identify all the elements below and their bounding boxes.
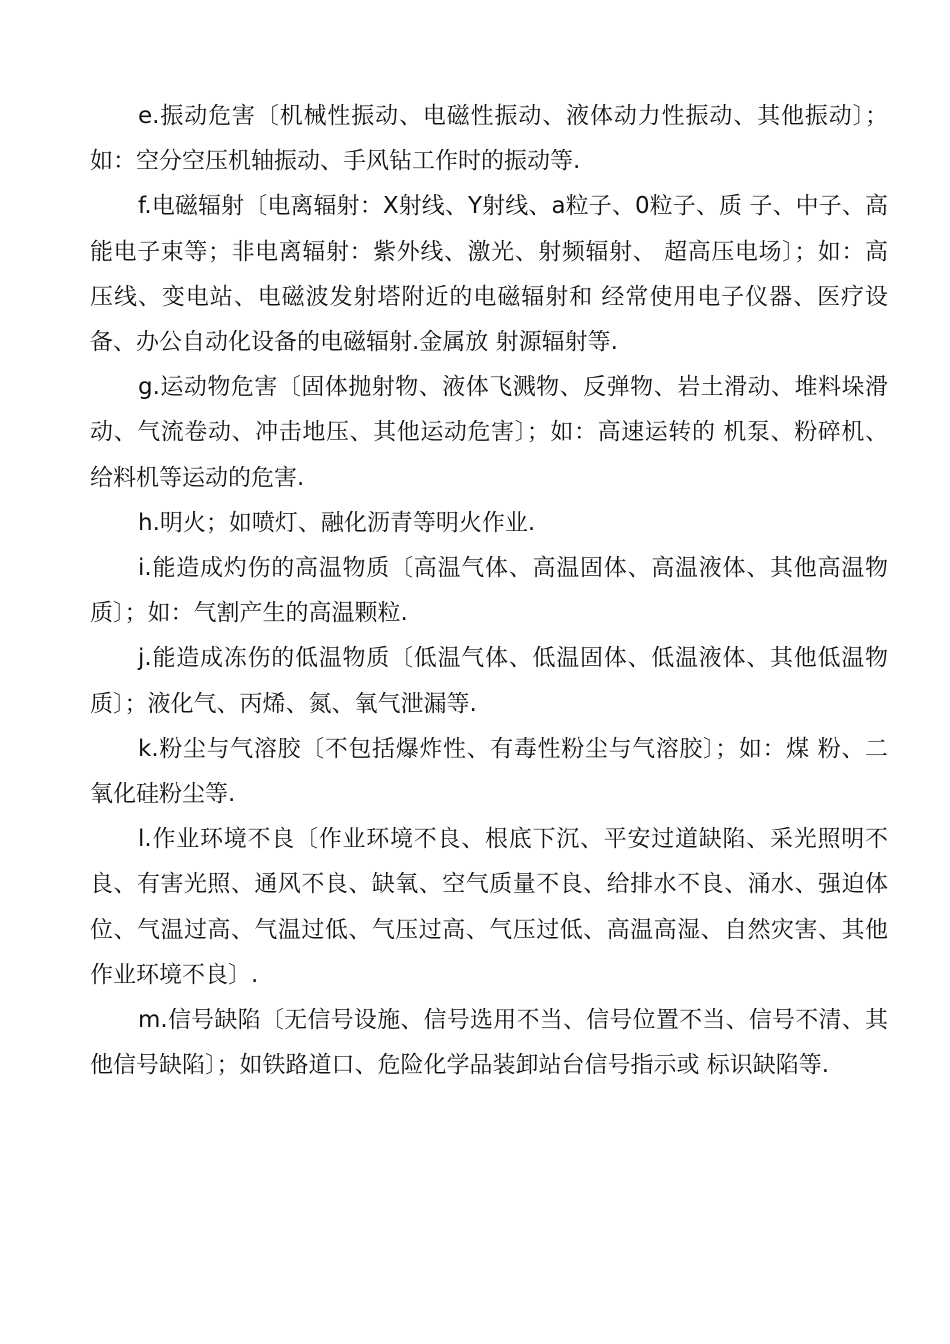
paragraph-dust-aerosol: k.粉尘与气溶胶〔不包括爆炸性、有毒性粉尘与气溶胶〕；如：煤 粉、二氧化硅粉尘等. bbox=[90, 735, 888, 808]
paragraph-vibration-hazard: e.振动危害〔机械性振动、电磁性振动、液体动力性振动、其他振动〕；如：空分空压机轴振动、手风钻工作时的振动等. bbox=[90, 103, 888, 175]
paragraph-poor-work-environment: l.作业环境不良〔作业环境不良、根底下沉、平安过道缺陷、采光照明不良、有害光照、通风不良、缺氧、空气质量不良、给排水不良、涌水、强迫体位、气温过高、气温过低、气压过高、气压过低、高温高湿、自然灾害、其他作业环境不良〕. bbox=[90, 826, 888, 988]
paragraph-moving-object-hazard: g.运动物危害〔固体抛射物、液体飞溅物、反弹物、岩土滑动、堆料垛滑动、气流卷动、冲击地压、其他运动危害〕；如：高速运转的 机泵、粉碎机、给料机等运动的危害. bbox=[90, 374, 888, 491]
paragraph-high-temperature-substance: i.能造成灼伤的高温物质〔高温气体、高温固体、高温液体、其他高温物质〕；如：气割产生的高温颗粒. bbox=[90, 555, 888, 627]
paragraph-open-flame: h.明火；如喷灯、融化沥青等明火作业. bbox=[138, 509, 536, 536]
paragraph-low-temperature-substance: j.能造成冻伤的低温物质〔低温气体、低温固体、低温液体、其他低温物质〕；液化气、丙烯、氮、氧气泄漏等. bbox=[90, 645, 888, 717]
paragraph-signal-defect: m.信号缺陷〔无信号设施、信号选用不当、信号位置不当、信号不清、其他信号缺陷〕；如铁路道口、危险化学品装卸站台信号指示或 标识缺陷等. bbox=[90, 1007, 888, 1079]
paragraph-electromagnetic-radiation: f.电磁辐射〔电离辐射：X射线、Y射线、a粒子、0粒子、质 子、中子、高能电子束等；非电离辐射：紫外线、激光、射频辐射、 超高压电场〕；如：高压线、变电站、电磁波发射塔附近的电磁辐射和 经常使用电子仪器、医疗设备、办公自动化设备的电磁辐射.金属放 射源辐射等. bbox=[90, 193, 888, 356]
